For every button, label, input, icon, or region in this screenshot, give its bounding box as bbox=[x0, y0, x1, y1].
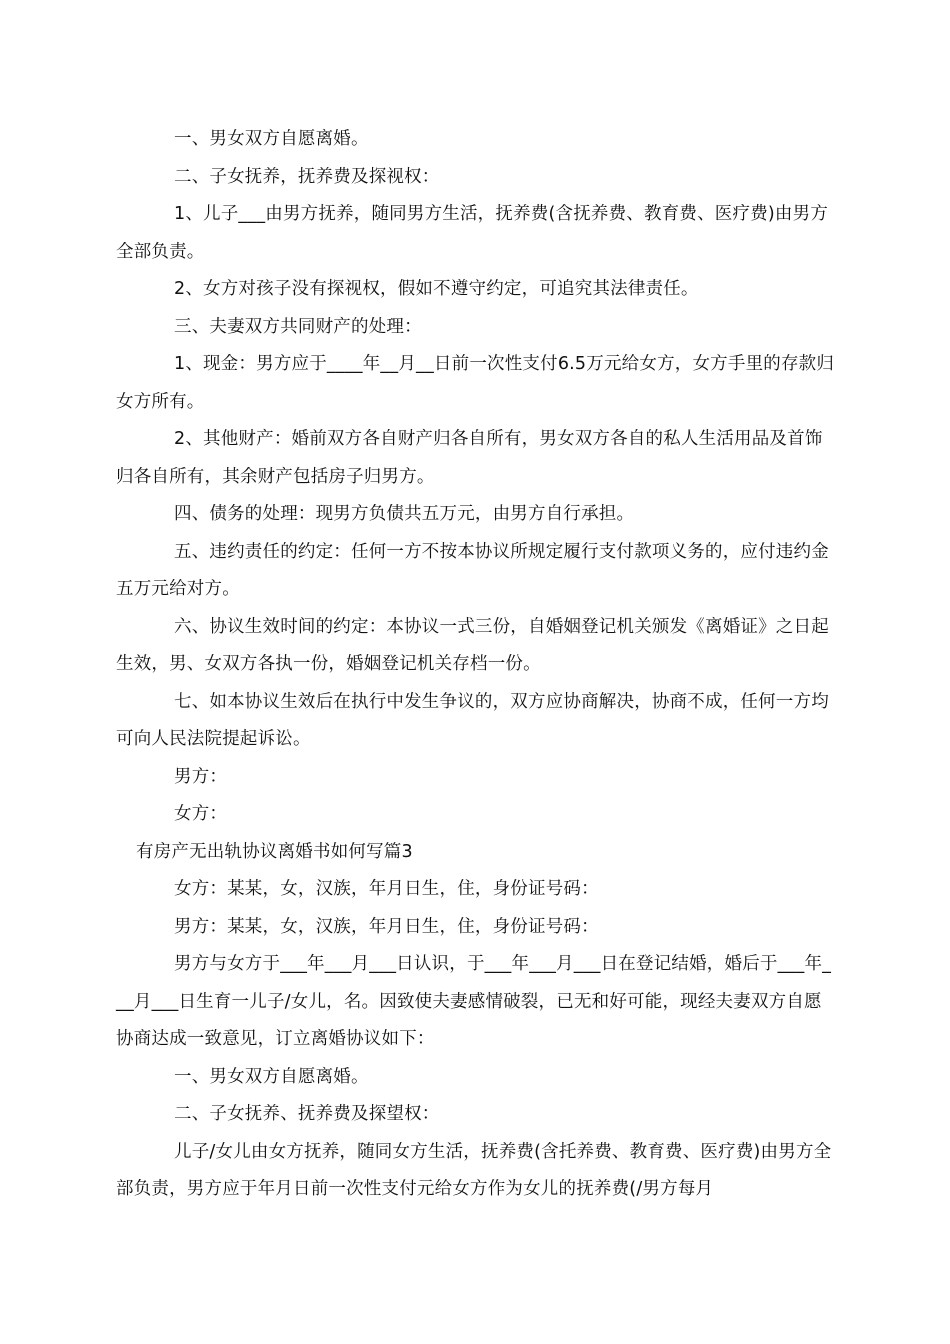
clause-7-disputes: 七、如本协议生效后在执行中发生争议的，双方应协商解决，协商不成，任何一方均可向人民法院提起诉讼。 bbox=[116, 691, 829, 749]
signature-female: 女方： bbox=[174, 804, 228, 824]
signature-male: 男方： bbox=[174, 766, 228, 787]
clause-3-property-heading: 三、夫妻双方共同财产的处理： bbox=[174, 316, 422, 337]
clause-6-effective-time: 六、协议生效时间的约定：本协议一式三份，自婚姻登记机关颁发《离婚证》之日起生效，男、女双方各执一份，婚姻登记机关存档一份。 bbox=[116, 616, 829, 674]
document-body bbox=[116, 121, 836, 1209]
clause-1-voluntary-divorce: 一、男女双方自愿离婚。 bbox=[174, 129, 369, 149]
section-title: 有房产无出轨协议离婚书如何写篇3 bbox=[136, 841, 413, 862]
party-female: 女方：某某，女，汉族，年月日生，住，身份证号码： bbox=[174, 879, 599, 899]
clause-2-item-2: 2、女方对孩子没有探视权，假如不遵守约定，可追究其法律责任。 bbox=[174, 279, 699, 299]
clause-2-child-custody-heading: 二、子女抚养，抚养费及探视权： bbox=[174, 166, 440, 187]
preamble: 男方与女方于___年___月___日认识，于___年___月___日在登记结婚，婚后于___年___月___日生育一儿子/女儿，名。因致使夫妻感情破裂，已无和好可能，现经夫妻双方自愿协商达成一致意见，订立离婚协议如下： bbox=[116, 954, 832, 1049]
clause-2-child-custody-heading-2: 二、子女抚养、抚养费及探望权： bbox=[174, 1104, 440, 1124]
clause-5-breach: 五、违约责任的约定：任何一方不按本协议所规定履行支付款项义务的，应付违约金五万元给对方。 bbox=[116, 541, 829, 599]
clause-3-item-1: 1、现金：男方应于____年__月__日前一次性支付6.5万元给女方，女方手里的存款归女方所有。 bbox=[116, 354, 835, 412]
party-male: 男方：某某，女，汉族，年月日生，住，身份证号码： bbox=[174, 916, 599, 937]
clause-2-child-custody-body: 儿子/女儿由女方抚养，随同女方生活，抚养费(含托养费、教育费、医疗费)由男方全部负责，男方应于年月日前一次性支付元给女方作为女儿的抚养费(/男方每月 bbox=[116, 1141, 832, 1199]
clause-1-voluntary-divorce-2: 一、男女双方自愿离婚。 bbox=[174, 1066, 369, 1087]
clause-3-item-2: 2、其他财产：婚前双方各自财产归各自所有，男女双方各自的私人生活用品及首饰归各自所有，其余财产包括房子归男方。 bbox=[116, 429, 823, 487]
clause-2-item-1: 1、儿子___由男方抚养，随同男方生活，抚养费(含抚养费、教育费、医疗费)由男方全部负责。 bbox=[116, 204, 829, 262]
clause-4-debt: 四、债务的处理：现男方负债共五万元，由男方自行承担。 bbox=[174, 504, 635, 524]
